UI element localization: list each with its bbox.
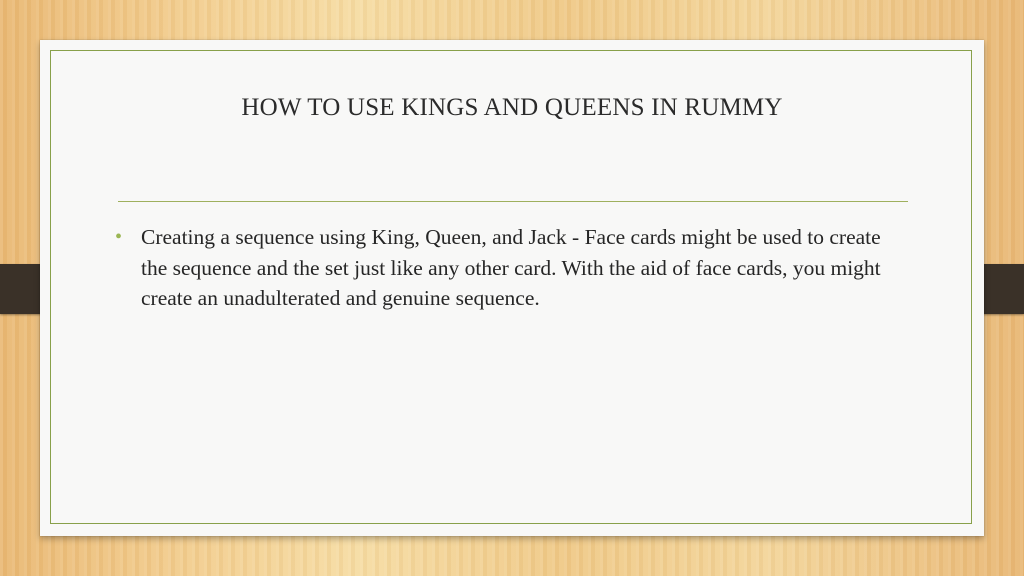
bullet-list <box>112 222 912 314</box>
slide-card <box>40 40 984 536</box>
bullet-text: Creating a sequence using King, Queen, and Jack - Face cards might be used to create the sequence and the set just like any other card. With the aid of face cards, you might create an unadulterated and genuine sequence. <box>141 225 881 310</box>
bullet-item <box>112 222 912 314</box>
bullet-marker-icon: • <box>115 226 123 248</box>
title-divider <box>118 201 908 202</box>
slide-title: HOW TO USE KINGS AND QUEENS IN RUMMY <box>241 94 783 121</box>
